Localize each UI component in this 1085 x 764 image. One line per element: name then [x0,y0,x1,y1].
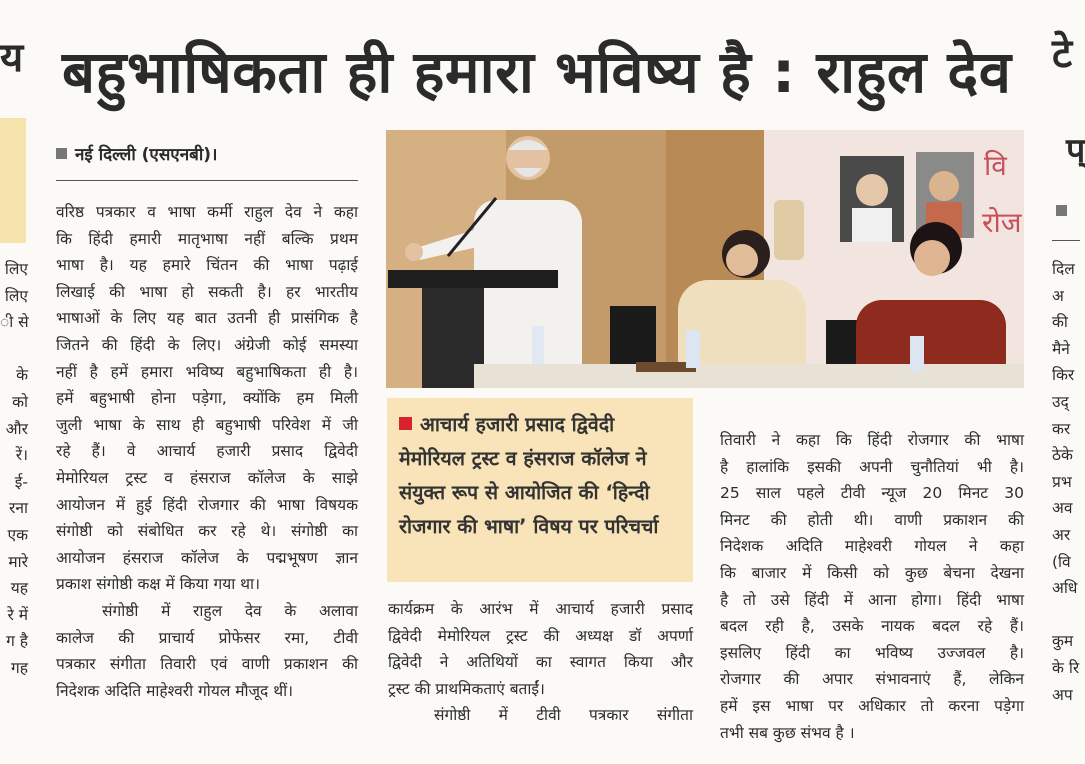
clipped-line: कुम [1052,632,1074,651]
clipped-line: लिए [4,260,28,278]
article-line: मिनट की होती थी। वाणी प्रकाशन की [720,510,1024,529]
article-line: संगोष्ठी को संबोधित कर रहे थे। संगोष्ठी का [56,522,358,541]
article-line: आयोजन हंसराज कॉलेज के पद्मभूषण ज्ञान [56,548,358,567]
article-line: निदेशक अदिति माहेश्वरी गोयल मौजूद थीं। [56,681,293,700]
article-column-3 [720,427,1024,746]
clipped-line: ई- [14,472,28,491]
clipped-line: अर [1052,525,1071,544]
article-line: ट्रस्ट की प्राथमिकताएं बताईं। [388,679,545,698]
left-edge-highlight-box [0,118,26,243]
article-line: संगोष्ठी में राहुल देव के अलावा [102,601,358,620]
article-line: रोजगार की अपार संभावनाएं हैं, लेकिन [720,670,1024,689]
article-line: कि हिंदी हमारी मातृभाषा नहीं बल्कि प्रथम [56,229,358,248]
article-line: तभी सब कुछ संभव है । [720,723,855,742]
article-line: है हालांकि इसकी अपनी चुनौतियां भी है। [720,457,1024,476]
article-line: भाषा है। यह हमारे चिंतन की भाषा पढ़ाई [56,256,358,275]
clipped-line: के रि [1052,658,1080,677]
dateline-rule [56,180,358,181]
article-line: लिखाई की भाषा हो सकती है। हर भारतीय [56,282,358,301]
pull-quote-text: आचार्य हजारी प्रसाद द्विवेदी मेमोरियल ट्रस्ट व हंसराज कॉलेज ने संयुक्त रूप से आयोजित की ‘हिन्दी रोजगार की भाषा’ विषय पर परिचर्चा [399,413,659,538]
article-line: कि बाजार में किसी को कुछ बेचना देखना [720,563,1024,582]
article-line: निदेशक अदिति माहेश्वरी गोयल ने कहा [720,537,1024,556]
clipped-line: ग है [6,632,28,651]
clipped-line: एक [7,525,28,544]
right-edge-subhead-fragment: प् [1066,131,1085,171]
dateline-text: नई दिल्ली (एसएनबी)। [75,145,218,165]
article-line: पत्रकार संगीता तिवारी एवं वाणी प्रकाशन की [56,655,358,674]
right-edge-bullet [1056,205,1067,216]
right-column-fragment [1052,256,1080,708]
article-line: इसलिए हिंदी का भविष्य उज्जवल है। [720,643,1024,662]
clipped-line: अव [1052,499,1073,518]
clipped-line: ी से [0,313,29,332]
headline: बहुभाषिकता ही हमारा भविष्य है : राहुल देव [62,38,1012,106]
clipped-line: के [16,366,28,385]
article-line: जुली भाषा के साथ ही बहुभाषी परिवेश में जी [56,415,358,434]
article-column-2 [388,596,693,729]
pull-quote-bullet [399,417,412,430]
article-line: नहीं है हमें हमारा भविष्य बहुभाषिकता ही है। [56,362,358,381]
clipped-line: अप [1052,685,1073,704]
clipped-line: अ [1052,286,1064,305]
article-line: बदल रही है, उसके नायक बदल रहे हैं। [720,617,1024,636]
right-edge-headline-fragment: टे [1052,31,1073,77]
article-line: प्रकाश संगोष्ठी कक्ष में किया गया था। [56,575,260,594]
clipped-line: मैने [1052,339,1070,358]
clipped-line: (वि [1052,552,1071,571]
clipped-line: अधि [1052,579,1078,598]
left-edge-headline-fragment: य [0,35,24,81]
article-line: द्विवेदी ने अतिथियों का स्वागत किया और [388,653,693,672]
clipped-line: उद् [1052,392,1069,411]
article-line: भाषाओं के लिए यह बात उतनी ही प्रासंगिक है [56,309,358,328]
clipped-line [0,336,28,363]
article-line: है तो उसे हिंदी में आना होगा। हिंदी भाषा [720,590,1024,609]
article-column-1 [56,199,358,704]
pull-quote-box [387,398,693,582]
article-line: आयोजन में हुई हिंदी रोजगार की भाषा विषयक [56,495,358,514]
clipped-line: यह [10,579,28,598]
clipped-line: को [12,392,28,411]
event-photo-illustration [386,130,1024,388]
clipped-line: की [1052,313,1068,332]
clipped-line: रना [9,499,28,518]
article-line: रहे हैं। वे आचार्य हजारी प्रसाद द्विवेदी [56,442,358,461]
clipped-line: रे में [7,605,28,624]
banner-text-1: वि [984,149,1007,182]
article-line: कालेज की प्राचार्य प्रोफेसर रमा, टीवी [56,628,358,647]
article-line: हमें इस भाषा पर अधिकार तो करना पड़ेगा [720,696,1024,715]
dateline-bullet [56,148,67,159]
article-line: जितने की हिंदी के लिए। अंग्रेजी कोई समस्या [56,335,358,354]
banner-text-2: रोज [982,206,1022,239]
clipped-line: दिल [1052,260,1075,278]
clipped-line: गह [11,658,28,677]
article-line: वरिष्ठ पत्रकार व भाषा कर्मी राहुल देव ने कहा [56,203,358,221]
article-line: 25 साल पहले टीवी न्यूज 20 मिनट 30 [720,484,1024,503]
left-column-fragment [0,256,28,682]
article-line: तिवारी ने कहा कि हिंदी रोजगार की भाषा [720,431,1024,449]
dateline [56,142,217,165]
clipped-line: रें। [15,446,28,465]
clipped-line: और [5,419,28,438]
clipped-line [1052,602,1080,629]
clipped-line: प्रभ [1052,472,1072,491]
article-line: संगोष्ठी में टीवी पत्रकार संगीता [434,706,693,725]
pull-quote [399,408,681,544]
article-line: द्विवेदी मेमोरियल ट्रस्ट की अध्यक्ष डॉ अपर्णा [388,626,693,645]
clipped-line: कर [1052,419,1071,438]
event-photo [386,130,1024,388]
clipped-line: ठेके [1052,446,1073,465]
clipped-line: किर [1052,366,1075,385]
clipped-line: लिए [4,286,28,305]
right-edge-rule [1052,240,1080,241]
clipped-line: मारे [8,552,28,571]
article-line: हमें बहुभाषी होना पड़ेगा, क्योंकि हम मिली [56,389,358,408]
article-line: कार्यक्रम के आरंभ में आचार्य हजारी प्रसाद [388,600,693,618]
article-line: मेमोरियल ट्रस्ट व हंसराज कॉलेज के साझे [56,468,358,487]
